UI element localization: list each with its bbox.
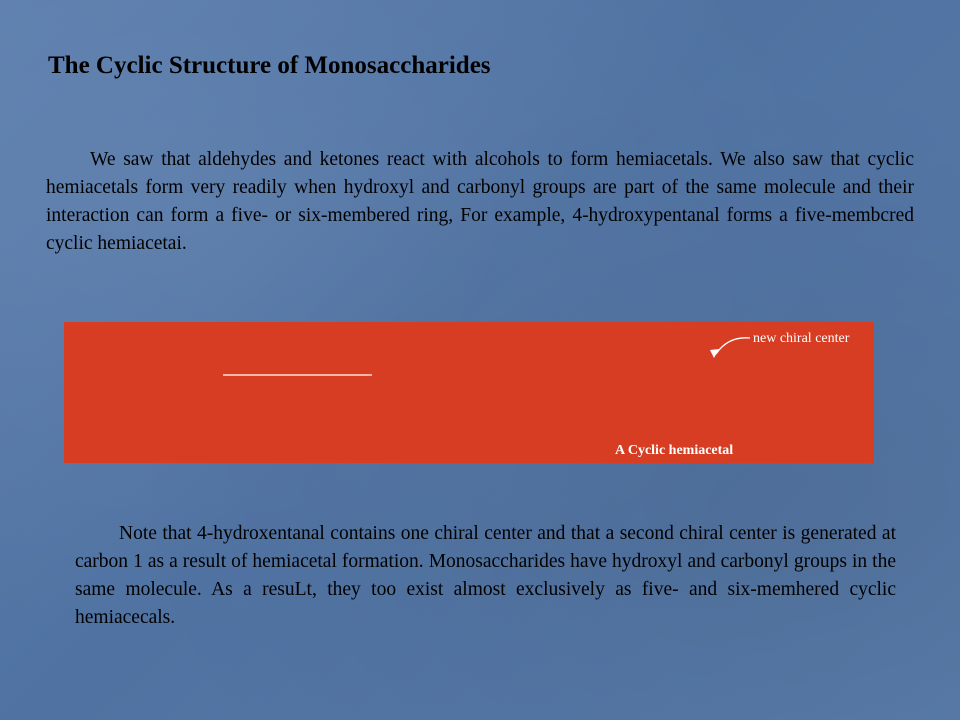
chiral-center-arrow-head (710, 349, 719, 358)
new-chiral-center-label: new chiral center (753, 331, 850, 346)
hemiacetal-reaction-diagram (64, 322, 874, 463)
note-paragraph (75, 520, 896, 632)
intro-paragraph (46, 146, 914, 258)
note-paragraph-text: Note that 4-hydroxentanal contains one chiral center and that a second chiral center is generated at carbon 1 as a result of hemiacetal formation. Monosaccharides have hydroxyl and carbonyl groups in the same molecule. As a resuLt, they too exist almost exclusively as five- and six-memhered cyclic hemiacecals. (75, 523, 896, 628)
intro-paragraph-text: We saw that aldehydes and ketones react with alcohols to form hemiacetals. We also saw that cyclic hemiacetals form very readily when hydroxyl and carbonyl groups are part of the same molecule and their interaction can form a five- or six-membered ring, For example, 4-hydroxypentanal forms a five-membcred cyclic hemiacetai. (46, 149, 914, 254)
cyclic-hemiacetal-label: A Cyclic hemiacetal (615, 443, 734, 458)
chiral-center-arrow-curve (716, 338, 750, 354)
slide-title: The Cyclic Structure of Monosaccharides (48, 52, 491, 79)
